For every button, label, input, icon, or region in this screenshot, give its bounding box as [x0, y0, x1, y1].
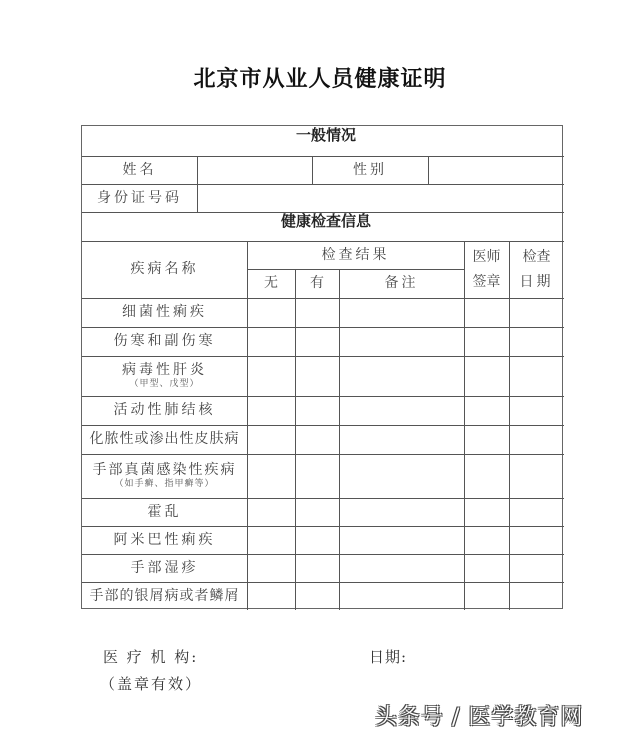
disease-row-label: 阿米巴性痢疾	[113, 531, 216, 548]
divider	[295, 269, 296, 610]
header-disease-name: 疾病名称	[130, 261, 199, 278]
disease-row-label: 伤寒和副伤寒	[113, 333, 216, 350]
disease-row-label: 化脓性或渗出性皮肤病	[89, 431, 240, 448]
name-label: 姓名	[122, 161, 157, 178]
disease-note: （如手癣、指甲癣等）	[114, 479, 215, 489]
header-none: 无	[264, 275, 278, 292]
disease-row-label: 活动性肺结核	[113, 402, 216, 419]
header-present: 有	[310, 275, 324, 292]
id-number-label: 身份证号码	[97, 189, 182, 206]
header-check-date	[509, 241, 564, 298]
header-doctor-line1: 医师	[472, 248, 501, 265]
name-field[interactable]	[197, 156, 312, 184]
header-date-line1: 检查	[522, 248, 551, 265]
gender-label: 性别	[353, 161, 387, 178]
health-certificate-form	[81, 125, 563, 609]
stamp-note: （盖章有效）	[100, 675, 203, 693]
watermark: 头条号 / 医学教育网	[375, 705, 584, 730]
header-remarks: 备注	[384, 275, 419, 292]
medical-institution-label: 医 疗 机 构:	[103, 648, 199, 666]
disease-note: （甲型、戊型）	[129, 379, 200, 389]
divider	[339, 269, 340, 610]
header-date-line2: 日期	[519, 273, 554, 290]
disease-row-label: 霍乱	[147, 503, 182, 520]
section-general-info: 一般情况	[295, 126, 356, 144]
disease-row-label: 细菌性痢疾	[122, 304, 207, 321]
document-title: 北京市从业人员健康证明	[193, 66, 447, 92]
disease-name: 手部真菌感染性疾病	[92, 462, 237, 479]
disease-name: 病毒性肝炎	[122, 362, 207, 379]
date-label: 日期:	[369, 648, 408, 666]
gender-field[interactable]	[428, 156, 564, 184]
disease-row-label	[82, 356, 247, 396]
header-result-group: 检查结果	[321, 246, 390, 263]
id-number-field[interactable]	[197, 184, 564, 212]
disease-row-label: 手部湿疹	[130, 559, 199, 576]
disease-row-label	[82, 454, 247, 498]
disease-row-label: 手部的银屑病或者鳞屑	[89, 587, 240, 604]
header-doctor-signature	[464, 241, 509, 298]
section-health-check: 健康检查信息	[280, 212, 371, 230]
header-doctor-line2: 签章	[472, 273, 501, 290]
